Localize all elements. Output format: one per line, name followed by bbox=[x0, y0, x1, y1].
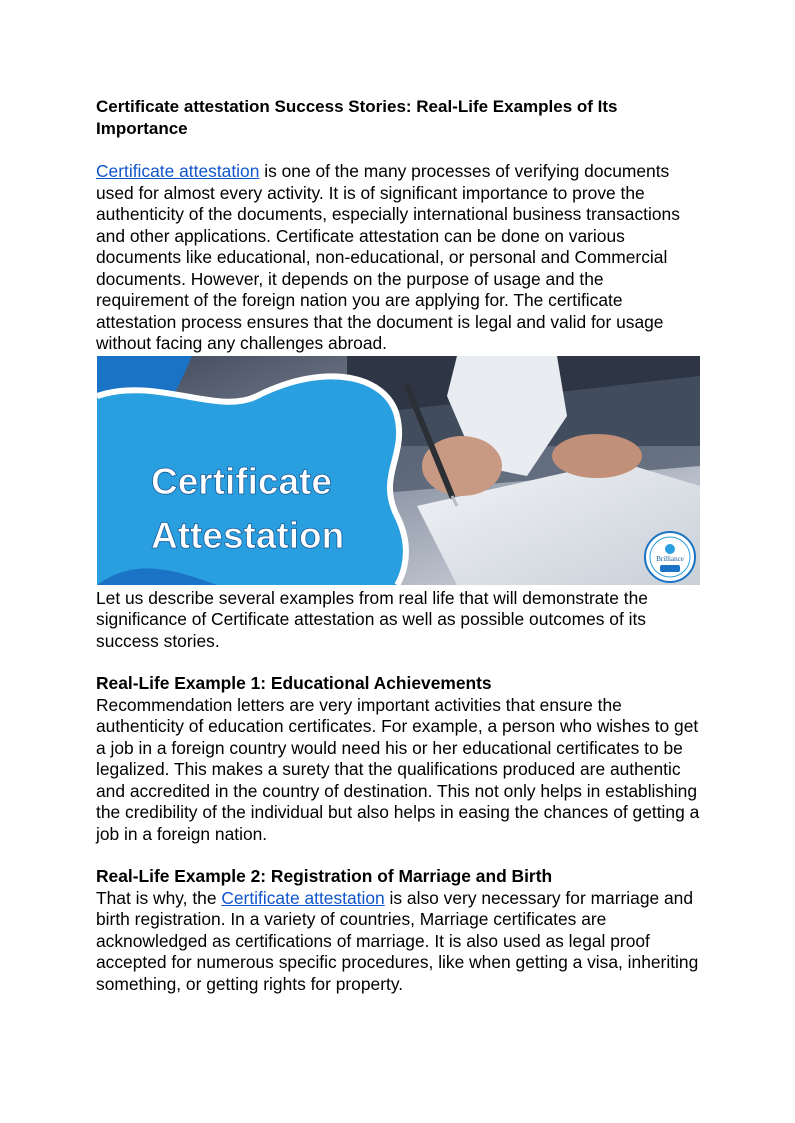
intro-paragraph bbox=[96, 161, 700, 355]
example-2-heading: Real-Life Example 2: Registration of Marriage and Birth bbox=[96, 866, 553, 886]
document-page bbox=[96, 96, 700, 995]
certificate-attestation-link[interactable]: Certificate attestation bbox=[96, 161, 260, 181]
banner-title-line2: Attestation bbox=[151, 514, 345, 556]
badge-label: Brilliance bbox=[656, 554, 684, 563]
brilliance-badge-icon bbox=[645, 532, 695, 582]
example-1-heading: Real-Life Example 1: Educational Achievements bbox=[96, 673, 492, 693]
example-1-paragraph: Recommendation letters are very important activities that ensure the authenticity of education certificates. For example, a person who wishes to get a job in a foreign country would need his or her educational certificates to be legalized. This makes a surety that the qualifications produced are authentic and accredited in the country of destination. This not only helps in establishing the credibility of the individual but also helps in easing the chances of getting a job in a foreign nation. bbox=[96, 694, 700, 844]
certificate-attestation-link-2[interactable]: Certificate attestation bbox=[221, 887, 385, 908]
banner-title-line1: Certificate bbox=[151, 460, 332, 502]
document-title: Certificate attestation Success Stories: Real-Life Examples of Its Importance bbox=[96, 97, 618, 138]
example-2-text-after: is also very necessary for marriage and birth registration. In a variety of countries, Marriage certificates are acknowledged as certifications of marriage. It is also used as legal proof accepted for numerous specific procedures, like when getting a visa, inheriting something, or getting rights for property. bbox=[96, 887, 699, 994]
certificate-attestation-banner bbox=[97, 356, 700, 585]
example-2-paragraph bbox=[96, 888, 700, 996]
lead-paragraph: Let us describe several examples from real life that will demonstrate the significance of Certificate attestation as well as possible outcomes of its success stories. bbox=[96, 587, 648, 651]
example-2-text-before: That is why, the bbox=[96, 887, 222, 908]
intro-text: is one of the many processes of verifying documents used for almost every activity. It is of significant importance to prove the authenticity of the documents, especially international business transactions and other applications. Certificate attestation can be done on various documents like educational, non-educational, or personal and Commercial documents. However, it depends on the purpose of usage and the requirement of the foreign nation you are applying for. The certificate attestation process ensures that the document is legal and valid for usage without facing any challenges abroad. bbox=[96, 161, 680, 353]
